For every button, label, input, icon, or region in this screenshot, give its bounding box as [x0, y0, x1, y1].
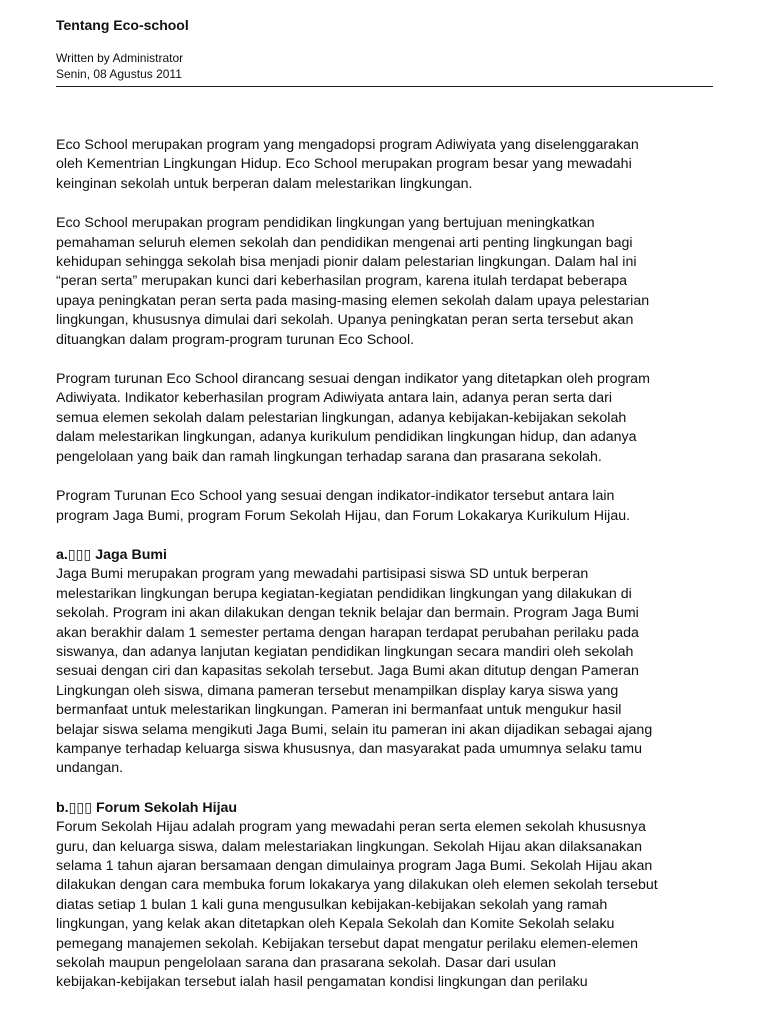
section-forum-sekolah-hijau	[56, 799, 714, 993]
header-divider	[56, 86, 713, 87]
section-text: Jaga Bumi merupakan program yang mewadahi partisipasi siswa SD untuk berperan melestarikan lingkungan berupa kegiatan-kegiatan pendidikan lingkungan yang dilakukan di sekolah. Program ini akan dilakukan dengan teknik belajar dan bermain. Program Jaga Bumi akan berakhir dalam 1 semester pertama dengan harapan terdapat perubahan perilaku pada siswanya, dan adanya lanjutan kegiatan pendidikan lingkungan secara mandiri oleh sekolah sesuai dengan ciri dan kapasitas sekolah tersebut. Jaga Bumi akan ditutup dengan Pameran Lingkungan oleh siswa, dimana pameran tersebut menampilkan display karya siswa yang bermanfaat untuk melestarikan lingkungan. Pameran ini bermanfaat untuk mengukur hasil belajar siswa selama mengikuti Jaga Bumi, selain itu pameran ini akan dijadikan sebagai ajang kampanye terhadap keluarga siswa khususnya, dan masyarakat pada umumnya selaku tamu undangan.	[56, 566, 653, 777]
article-body	[56, 136, 714, 1013]
intro-paragraph-4: Program Turunan Eco School yang sesuai dengan indikator-indikator tersebut antara lain program Jaga Bumi, program Forum Sekolah Hijau, dan Forum Lokakarya Kurikulum Hijau.	[56, 488, 631, 524]
intro-paragraph-3: Program turunan Eco School dirancang sesuai dengan indikator yang ditetapkan oleh program Adiwiyata. Indikator keberhasilan program Adiwiyata antara lain, adanya peran serta dari semua elemen sekolah dalam pelestarian lingkungan, adanya kebijakan-kebijakan sekolah dalam melestarikan lingkungan, adanya kurikulum pendidikan lingkungan hidup, dan adanya pengelolaan yang baik dan ramah lingkungan terhadap sarana dan prasarana sekolah.	[56, 371, 650, 465]
section-jaga-bumi	[56, 546, 714, 779]
article-meta	[56, 50, 183, 82]
page-title: Tentang Eco-school	[56, 17, 189, 33]
author-line: Written by Administrator	[56, 51, 184, 65]
intro-paragraph-1: Eco School merupakan program yang mengadopsi program Adiwiyata yang diselenggarakan oleh Kementrian Lingkungan Hidup. Eco School merupakan program besar yang mewadahi keinginan sekolah untuk berperan dalam melestarikan lingkungan.	[56, 137, 639, 192]
intro-paragraph-2: Eco School merupakan program pendidikan lingkungan yang bertujuan meningkatkan pemahaman seluruh elemen sekolah dan pendidikan mengenai arti penting lingkungan bagi kehidupan sehingga sekolah bisa menjadi pionir dalam pelestarian lingkungan. Dalam hal ini “peran serta” merupakan kunci dari keberhasilan program, karena itulah terdapat beberapa upaya peningkatan peran serta pada masing-masing elemen sekolah dalam upaya pelestarian lingkungan, khususnya dimulai dari sekolah. Upanya peningkatan peran serta tersebut akan dituangkan dalam program-program turunan Eco School.	[56, 215, 650, 348]
section-heading: a.▯▯▯ Jaga Bumi	[56, 546, 167, 563]
section-text: Forum Sekolah Hijau adalah program yang mewadahi peran serta elemen sekolah khususnya guru, dan keluarga siswa, dalam melestariakan lingkungan. Sekolah Hijau akan dilaksanakan selama 1 tahun ajaran bersamaan dengan dimulainya program Jaga Bumi. Sekolah Hijau akan dilakukan dengan cara membuka forum lokakarya yang dilakukan oleh elemen sekolah tersebut diatas setiap 1 bulan 1 kali guna mengusulkan kebijakan-kebijakan sekolah yang ramah lingkungan, yang kelak akan ditetapkan oleh Kepala Sekolah dan Komite Sekolah selaku pemegang manajemen sekolah. Kebijakan tersebut dapat mengatur perilaku elemen-elemen sekolah maupun pengelolaan sarana dan prasarana sekolah. Dasar dari usulan kebijakan-kebijakan tersebut ialah hasil pengamatan kondisi lingkungan dan perilaku	[56, 819, 658, 991]
section-heading: b.▯▯▯ Forum Sekolah Hijau	[56, 799, 238, 816]
date-line: Senin, 08 Agustus 2011	[56, 67, 182, 81]
